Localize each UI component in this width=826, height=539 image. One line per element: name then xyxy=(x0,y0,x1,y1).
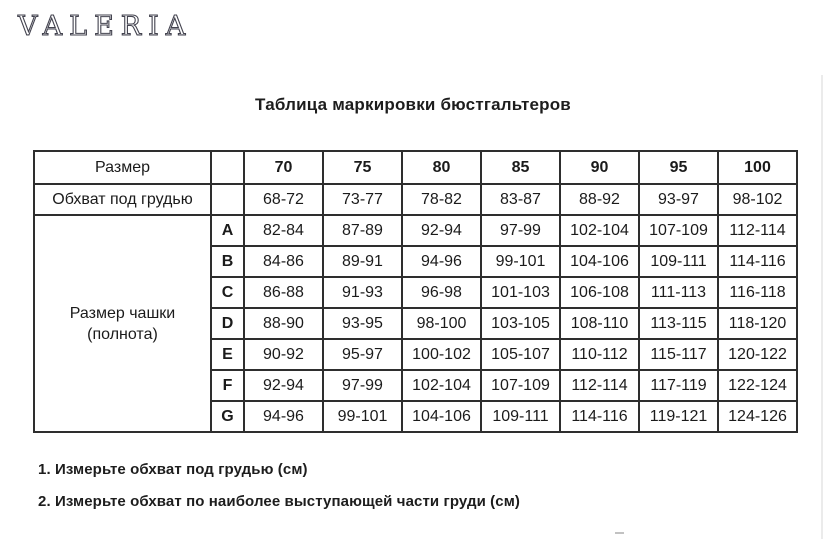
cup-value: 120-122 xyxy=(718,339,797,370)
cup-value: 122-124 xyxy=(718,370,797,401)
cup-letter: B xyxy=(211,246,244,277)
cup-value: 90-92 xyxy=(244,339,323,370)
underbust-value: 83-87 xyxy=(481,184,560,215)
page-title: Таблица маркировки бюстгальтеров xyxy=(255,95,571,114)
cup-value: 88-90 xyxy=(244,308,323,339)
cup-value: 114-116 xyxy=(718,246,797,277)
cup-letter: D xyxy=(211,308,244,339)
cup-value: 106-108 xyxy=(560,277,639,308)
cup-value: 96-98 xyxy=(402,277,481,308)
cup-value: 97-99 xyxy=(323,370,402,401)
cup-value: 87-89 xyxy=(323,215,402,246)
underbust-label: Обхват под грудью xyxy=(34,184,211,215)
cup-value: 103-105 xyxy=(481,308,560,339)
cup-letter: C xyxy=(211,277,244,308)
cup-value: 92-94 xyxy=(244,370,323,401)
cup-value: 109-111 xyxy=(639,246,718,277)
cup-value: 82-84 xyxy=(244,215,323,246)
bra-size-table xyxy=(33,150,798,433)
cup-value: 99-101 xyxy=(481,246,560,277)
cup-letter: G xyxy=(211,401,244,432)
size-row-label: Размер xyxy=(34,151,211,184)
cup-value: 98-100 xyxy=(402,308,481,339)
cup-value: 94-96 xyxy=(402,246,481,277)
cup-value: 97-99 xyxy=(481,215,560,246)
instruction-step-1: 1. Измерьте обхват под грудью (см) xyxy=(38,461,308,478)
cup-row xyxy=(34,215,797,246)
cup-value: 111-113 xyxy=(639,277,718,308)
cup-value: 108-110 xyxy=(560,308,639,339)
cup-letter: A xyxy=(211,215,244,246)
measure-instructions xyxy=(38,461,520,525)
cup-value: 118-120 xyxy=(718,308,797,339)
cup-letter: E xyxy=(211,339,244,370)
cup-value: 100-102 xyxy=(402,339,481,370)
size-column-header: 95 xyxy=(639,151,718,184)
cup-value: 101-103 xyxy=(481,277,560,308)
size-column-header: 100 xyxy=(718,151,797,184)
header-empty-cell xyxy=(211,151,244,184)
cup-value: 115-117 xyxy=(639,339,718,370)
cup-value: 102-104 xyxy=(402,370,481,401)
size-column-header: 75 xyxy=(323,151,402,184)
table-header-row xyxy=(34,151,797,184)
cup-value: 112-114 xyxy=(718,215,797,246)
cup-size-label: Размер чашки (полнота) xyxy=(34,215,211,432)
cup-value: 91-93 xyxy=(323,277,402,308)
cup-value: 107-109 xyxy=(639,215,718,246)
cup-value: 95-97 xyxy=(323,339,402,370)
right-edge-line xyxy=(821,75,823,539)
cup-value: 117-119 xyxy=(639,370,718,401)
brand-logo: VALERIA xyxy=(18,11,193,42)
underbust-value: 88-92 xyxy=(560,184,639,215)
cup-letter: F xyxy=(211,370,244,401)
underbust-empty-cell xyxy=(211,184,244,215)
cup-value: 102-104 xyxy=(560,215,639,246)
underbust-row xyxy=(34,184,797,215)
cup-value: 89-91 xyxy=(323,246,402,277)
size-column-header: 80 xyxy=(402,151,481,184)
cup-value: 109-111 xyxy=(481,401,560,432)
underbust-value: 98-102 xyxy=(718,184,797,215)
cup-value: 113-115 xyxy=(639,308,718,339)
cup-value: 92-94 xyxy=(402,215,481,246)
cup-value: 107-109 xyxy=(481,370,560,401)
cup-value: 110-112 xyxy=(560,339,639,370)
cup-value: 105-107 xyxy=(481,339,560,370)
cup-value: 119-121 xyxy=(639,401,718,432)
cup-value: 93-95 xyxy=(323,308,402,339)
cup-value: 114-116 xyxy=(560,401,639,432)
size-column-header: 90 xyxy=(560,151,639,184)
cup-value: 112-114 xyxy=(560,370,639,401)
underbust-value: 93-97 xyxy=(639,184,718,215)
cup-value: 99-101 xyxy=(323,401,402,432)
cup-value: 104-106 xyxy=(402,401,481,432)
underbust-value: 78-82 xyxy=(402,184,481,215)
underbust-value: 68-72 xyxy=(244,184,323,215)
cup-value: 86-88 xyxy=(244,277,323,308)
underbust-value: 73-77 xyxy=(323,184,402,215)
size-column-header: 70 xyxy=(244,151,323,184)
cup-value: 104-106 xyxy=(560,246,639,277)
size-column-header: 85 xyxy=(481,151,560,184)
bottom-edge-artifact xyxy=(615,532,624,534)
cup-value: 84-86 xyxy=(244,246,323,277)
instruction-step-2: 2. Измерьте обхват по наиболее выступающей части груди (см) xyxy=(38,493,521,510)
cup-value: 124-126 xyxy=(718,401,797,432)
cup-value: 116-118 xyxy=(718,277,797,308)
cup-value: 94-96 xyxy=(244,401,323,432)
